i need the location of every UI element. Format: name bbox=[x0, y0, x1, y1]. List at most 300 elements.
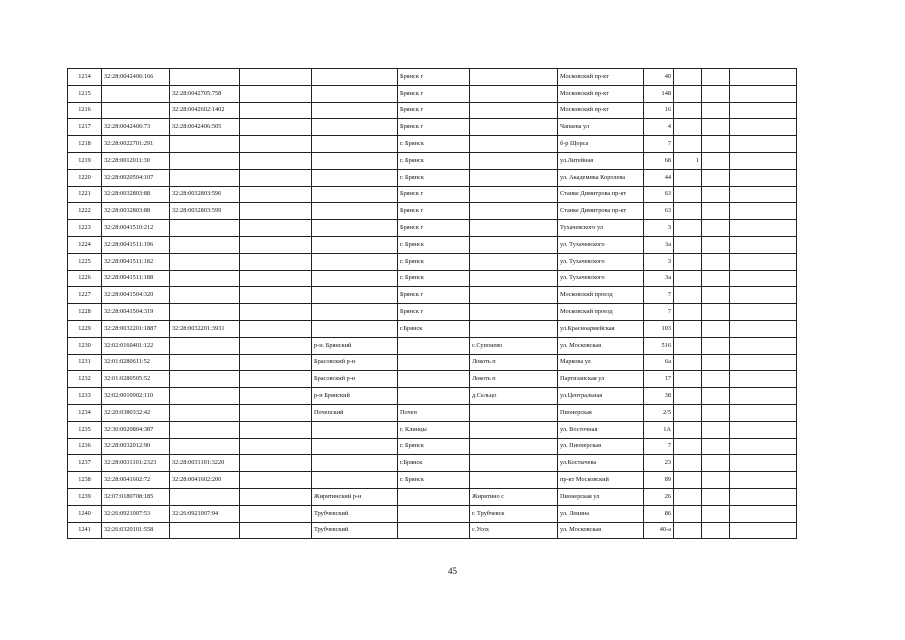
cadastral-number-cell: 32:28:0020504:107 bbox=[102, 169, 170, 186]
settlement-cell bbox=[470, 69, 558, 86]
city-cell bbox=[398, 388, 470, 405]
building-cell bbox=[674, 438, 702, 455]
address-register-table bbox=[67, 68, 797, 539]
building-cell bbox=[674, 236, 702, 253]
cadastral-number-cell: 32:28:0041504:320 bbox=[102, 287, 170, 304]
premises-cadastral-number-cell bbox=[170, 404, 240, 421]
row-number: 1241 bbox=[68, 522, 102, 539]
blank-cell bbox=[702, 522, 730, 539]
blank-cell bbox=[702, 337, 730, 354]
premises-cadastral-number-cell bbox=[170, 438, 240, 455]
district-cell bbox=[312, 69, 398, 86]
cadastral-number-cell: 32:28:0032803:88 bbox=[102, 186, 170, 203]
table-row bbox=[68, 270, 797, 287]
city-cell: Брянск г bbox=[398, 119, 470, 136]
table-row bbox=[68, 404, 797, 421]
street-cell: ул. Московская bbox=[558, 522, 644, 539]
settlement-cell bbox=[470, 220, 558, 237]
premises-cadastral-number-cell bbox=[170, 270, 240, 287]
house-number-cell: 40 bbox=[644, 69, 674, 86]
street-cell: Московский проезд bbox=[558, 287, 644, 304]
table-row bbox=[68, 119, 797, 136]
premises-cadastral-number-cell bbox=[170, 152, 240, 169]
cadastral-number-cell: 32:02:0160401:122 bbox=[102, 337, 170, 354]
district-cell bbox=[312, 236, 398, 253]
blank-cell bbox=[240, 169, 312, 186]
premises-cadastral-number-cell bbox=[170, 388, 240, 405]
premises-cadastral-number-cell bbox=[170, 287, 240, 304]
row-number: 1239 bbox=[68, 488, 102, 505]
building-cell bbox=[674, 85, 702, 102]
city-cell: Брянск г bbox=[398, 69, 470, 86]
house-number-cell: 23 bbox=[644, 455, 674, 472]
building-cell bbox=[674, 102, 702, 119]
blank-cell bbox=[240, 505, 312, 522]
district-cell bbox=[312, 186, 398, 203]
premises-cadastral-number-cell: 32:28:0041602:200 bbox=[170, 472, 240, 489]
blank-cell bbox=[240, 220, 312, 237]
blank-cell bbox=[702, 270, 730, 287]
blank-cell bbox=[730, 236, 797, 253]
street-cell: Партизанская ул bbox=[558, 371, 644, 388]
blank-cell bbox=[702, 253, 730, 270]
street-cell: б-р Щорса bbox=[558, 136, 644, 153]
row-number: 1234 bbox=[68, 404, 102, 421]
settlement-cell bbox=[470, 85, 558, 102]
house-number-cell: 103 bbox=[644, 320, 674, 337]
cadastral-number-cell: 32:20:0380332:42 bbox=[102, 404, 170, 421]
building-cell: 1 bbox=[674, 152, 702, 169]
district-cell bbox=[312, 455, 398, 472]
house-number-cell: 7 bbox=[644, 136, 674, 153]
row-number: 1230 bbox=[68, 337, 102, 354]
district-cell bbox=[312, 438, 398, 455]
district-cell: р-н. Брянский bbox=[312, 337, 398, 354]
street-cell: ул.Красноармейская bbox=[558, 320, 644, 337]
house-number-cell: 3 bbox=[644, 253, 674, 270]
blank-cell bbox=[240, 270, 312, 287]
district-cell bbox=[312, 102, 398, 119]
district-cell bbox=[312, 203, 398, 220]
blank-cell bbox=[240, 488, 312, 505]
street-cell: Пионерская bbox=[558, 404, 644, 421]
settlement-cell bbox=[470, 102, 558, 119]
cadastral-number-cell: 32:28:0032012:90 bbox=[102, 438, 170, 455]
premises-cadastral-number-cell: 32:28:0042602:1402 bbox=[170, 102, 240, 119]
blank-cell bbox=[730, 69, 797, 86]
city-cell: г. Брянск bbox=[398, 152, 470, 169]
district-cell bbox=[312, 287, 398, 304]
cadastral-number-cell: 32:28:0041510:212 bbox=[102, 220, 170, 237]
table-row bbox=[68, 371, 797, 388]
blank-cell bbox=[702, 404, 730, 421]
row-number: 1228 bbox=[68, 304, 102, 321]
table-row bbox=[68, 169, 797, 186]
blank-cell bbox=[702, 472, 730, 489]
city-cell: Брянск г bbox=[398, 220, 470, 237]
house-number-cell: 6а bbox=[644, 354, 674, 371]
page-number: 45 bbox=[448, 566, 457, 576]
row-number: 1223 bbox=[68, 220, 102, 237]
cadastral-number-cell: 32:28:0041511:188 bbox=[102, 270, 170, 287]
building-cell bbox=[674, 119, 702, 136]
premises-cadastral-number-cell bbox=[170, 488, 240, 505]
district-cell bbox=[312, 220, 398, 237]
blank-cell bbox=[730, 337, 797, 354]
settlement-cell: Локоть п bbox=[470, 354, 558, 371]
blank-cell bbox=[702, 169, 730, 186]
building-cell bbox=[674, 270, 702, 287]
street-cell: ул. Академика Королева bbox=[558, 169, 644, 186]
premises-cadastral-number-cell: 32:28:0032803:596 bbox=[170, 186, 240, 203]
street-cell: ул. Московская bbox=[558, 337, 644, 354]
blank-cell bbox=[240, 203, 312, 220]
cadastral-number-cell: 32:01:0280611:52 bbox=[102, 354, 170, 371]
house-number-cell: 63 bbox=[644, 186, 674, 203]
blank-cell bbox=[730, 203, 797, 220]
blank-cell bbox=[702, 388, 730, 405]
row-number: 1214 bbox=[68, 69, 102, 86]
blank-cell bbox=[730, 136, 797, 153]
district-cell: р-н Брянский bbox=[312, 388, 398, 405]
row-number: 1219 bbox=[68, 152, 102, 169]
table-row bbox=[68, 152, 797, 169]
blank-cell bbox=[730, 304, 797, 321]
blank-cell bbox=[702, 304, 730, 321]
premises-cadastral-number-cell: 32:28:0042705:758 bbox=[170, 85, 240, 102]
district-cell bbox=[312, 136, 398, 153]
building-cell bbox=[674, 488, 702, 505]
cadastral-number-cell: 32:07:0180708:185 bbox=[102, 488, 170, 505]
row-number: 1237 bbox=[68, 455, 102, 472]
blank-cell bbox=[730, 102, 797, 119]
house-number-cell: 3а bbox=[644, 236, 674, 253]
blank-cell bbox=[730, 169, 797, 186]
building-cell bbox=[674, 354, 702, 371]
house-number-cell: 2/5 bbox=[644, 404, 674, 421]
city-cell: г. Брянск bbox=[398, 236, 470, 253]
building-cell bbox=[674, 169, 702, 186]
blank-cell bbox=[702, 488, 730, 505]
row-number: 1229 bbox=[68, 320, 102, 337]
building-cell bbox=[674, 505, 702, 522]
cadastral-number-cell: 32:28:0031101:2323 bbox=[102, 455, 170, 472]
street-cell: Тухачевского ул bbox=[558, 220, 644, 237]
blank-cell bbox=[240, 455, 312, 472]
street-cell: Московский пр-кт bbox=[558, 69, 644, 86]
blank-cell bbox=[730, 388, 797, 405]
city-cell: г. Брянск bbox=[398, 472, 470, 489]
blank-cell bbox=[730, 438, 797, 455]
house-number-cell: 3 bbox=[644, 220, 674, 237]
table-row bbox=[68, 236, 797, 253]
blank-cell bbox=[240, 152, 312, 169]
blank-cell bbox=[730, 488, 797, 505]
district-cell: Брасовский р-н bbox=[312, 371, 398, 388]
blank-cell bbox=[730, 220, 797, 237]
street-cell: Станке Димитрова пр-кт bbox=[558, 203, 644, 220]
city-cell: г.Брянск bbox=[398, 455, 470, 472]
building-cell bbox=[674, 220, 702, 237]
blank-cell bbox=[702, 320, 730, 337]
settlement-cell: Жирятино с bbox=[470, 488, 558, 505]
blank-cell bbox=[730, 253, 797, 270]
blank-cell bbox=[240, 522, 312, 539]
table-row bbox=[68, 421, 797, 438]
city-cell: Брянск г bbox=[398, 287, 470, 304]
row-number: 1220 bbox=[68, 169, 102, 186]
row-number: 1236 bbox=[68, 438, 102, 455]
cadastral-number-cell: 32:02:0010902:110 bbox=[102, 388, 170, 405]
premises-cadastral-number-cell bbox=[170, 354, 240, 371]
house-number-cell: 68 bbox=[644, 152, 674, 169]
building-cell bbox=[674, 186, 702, 203]
district-cell: Брасовский р-н bbox=[312, 354, 398, 371]
city-cell: Почеп bbox=[398, 404, 470, 421]
premises-cadastral-number-cell bbox=[170, 236, 240, 253]
blank-cell bbox=[730, 455, 797, 472]
city-cell: Брянск г bbox=[398, 102, 470, 119]
blank-cell bbox=[702, 186, 730, 203]
blank-cell bbox=[240, 438, 312, 455]
street-cell: ул. Пионерская bbox=[558, 438, 644, 455]
building-cell bbox=[674, 522, 702, 539]
cadastral-number-cell bbox=[102, 102, 170, 119]
city-cell: г. Брянск bbox=[398, 253, 470, 270]
building-cell bbox=[674, 404, 702, 421]
district-cell: Жирятинский р-н bbox=[312, 488, 398, 505]
street-cell: ул. Ленина bbox=[558, 505, 644, 522]
row-number: 1226 bbox=[68, 270, 102, 287]
cadastral-number-cell: 32:28:0042406:166 bbox=[102, 69, 170, 86]
premises-cadastral-number-cell: 32:28:0042406:505 bbox=[170, 119, 240, 136]
table-row bbox=[68, 186, 797, 203]
table-row bbox=[68, 337, 797, 354]
table-row bbox=[68, 505, 797, 522]
settlement-cell bbox=[470, 404, 558, 421]
premises-cadastral-number-cell bbox=[170, 69, 240, 86]
house-number-cell: 148 bbox=[644, 85, 674, 102]
premises-cadastral-number-cell bbox=[170, 169, 240, 186]
blank-cell bbox=[730, 421, 797, 438]
street-cell: Станке Димитрова пр-кт bbox=[558, 186, 644, 203]
building-cell bbox=[674, 337, 702, 354]
settlement-cell bbox=[470, 455, 558, 472]
house-number-cell: 7 bbox=[644, 438, 674, 455]
table-body bbox=[68, 69, 797, 539]
district-cell bbox=[312, 421, 398, 438]
city-cell: Брянск г bbox=[398, 203, 470, 220]
city-cell: г. Брянск bbox=[398, 438, 470, 455]
blank-cell bbox=[240, 253, 312, 270]
cadastral-number-cell: 32:28:0032803:88 bbox=[102, 203, 170, 220]
city-cell: г. Брянск bbox=[398, 169, 470, 186]
house-number-cell: 38 bbox=[644, 388, 674, 405]
blank-cell bbox=[730, 287, 797, 304]
row-number: 1217 bbox=[68, 119, 102, 136]
premises-cadastral-number-cell bbox=[170, 304, 240, 321]
settlement-cell bbox=[470, 119, 558, 136]
district-cell bbox=[312, 85, 398, 102]
premises-cadastral-number-cell bbox=[170, 421, 240, 438]
row-number: 1227 bbox=[68, 287, 102, 304]
building-cell bbox=[674, 421, 702, 438]
house-number-cell: 3а bbox=[644, 270, 674, 287]
district-cell bbox=[312, 472, 398, 489]
house-number-cell: 26 bbox=[644, 488, 674, 505]
row-number: 1221 bbox=[68, 186, 102, 203]
table-row bbox=[68, 102, 797, 119]
blank-cell bbox=[730, 85, 797, 102]
blank-cell bbox=[702, 85, 730, 102]
building-cell bbox=[674, 304, 702, 321]
premises-cadastral-number-cell: 32:28:0032803:599 bbox=[170, 203, 240, 220]
street-cell: Московский пр-кт bbox=[558, 102, 644, 119]
table-row bbox=[68, 388, 797, 405]
city-cell: г.Брянск bbox=[398, 320, 470, 337]
cadastral-number-cell: 32:28:0032201:1887 bbox=[102, 320, 170, 337]
premises-cadastral-number-cell bbox=[170, 136, 240, 153]
settlement-cell bbox=[470, 421, 558, 438]
blank-cell bbox=[240, 119, 312, 136]
city-cell bbox=[398, 505, 470, 522]
city-cell bbox=[398, 371, 470, 388]
table-row bbox=[68, 85, 797, 102]
blank-cell bbox=[702, 220, 730, 237]
blank-cell bbox=[702, 203, 730, 220]
settlement-cell bbox=[470, 253, 558, 270]
settlement-cell: г. Трубчевск bbox=[470, 505, 558, 522]
cadastral-number-cell: 32:26:0921007:53 bbox=[102, 505, 170, 522]
row-number: 1232 bbox=[68, 371, 102, 388]
city-cell bbox=[398, 488, 470, 505]
house-number-cell: 40-а bbox=[644, 522, 674, 539]
table-row bbox=[68, 354, 797, 371]
settlement-cell bbox=[470, 203, 558, 220]
building-cell bbox=[674, 472, 702, 489]
blank-cell bbox=[240, 388, 312, 405]
blank-cell bbox=[240, 136, 312, 153]
settlement-cell: с.Усох bbox=[470, 522, 558, 539]
settlement-cell bbox=[470, 136, 558, 153]
blank-cell bbox=[730, 152, 797, 169]
blank-cell bbox=[702, 421, 730, 438]
premises-cadastral-number-cell: 32:28:0032201:3931 bbox=[170, 320, 240, 337]
row-number: 1235 bbox=[68, 421, 102, 438]
building-cell bbox=[674, 136, 702, 153]
blank-cell bbox=[702, 136, 730, 153]
street-cell: ул.Литейная bbox=[558, 152, 644, 169]
blank-cell bbox=[240, 354, 312, 371]
cadastral-number-cell bbox=[102, 85, 170, 102]
blank-cell bbox=[240, 85, 312, 102]
district-cell: Трубчевский bbox=[312, 505, 398, 522]
settlement-cell bbox=[470, 287, 558, 304]
house-number-cell: 63 bbox=[644, 203, 674, 220]
city-cell: Брянск г bbox=[398, 85, 470, 102]
cadastral-number-cell: 32:28:0042406:73 bbox=[102, 119, 170, 136]
blank-cell bbox=[240, 186, 312, 203]
blank-cell bbox=[730, 186, 797, 203]
cadastral-number-cell: 32:28:0041511:182 bbox=[102, 253, 170, 270]
blank-cell bbox=[730, 505, 797, 522]
street-cell: пр-кт Московский bbox=[558, 472, 644, 489]
blank-cell bbox=[730, 354, 797, 371]
district-cell bbox=[312, 270, 398, 287]
house-number-cell: 16 bbox=[644, 102, 674, 119]
cadastral-number-cell: 32:01:0280505:52 bbox=[102, 371, 170, 388]
table-row bbox=[68, 438, 797, 455]
premises-cadastral-number-cell bbox=[170, 522, 240, 539]
blank-cell bbox=[240, 69, 312, 86]
blank-cell bbox=[702, 69, 730, 86]
house-number-cell: 86 bbox=[644, 505, 674, 522]
city-cell bbox=[398, 337, 470, 354]
blank-cell bbox=[730, 371, 797, 388]
row-number: 1215 bbox=[68, 85, 102, 102]
house-number-cell: 1А bbox=[644, 421, 674, 438]
table-row bbox=[68, 69, 797, 86]
street-cell: ул. Тухачевского bbox=[558, 253, 644, 270]
table-row bbox=[68, 472, 797, 489]
cadastral-number-cell: 32:28:0041504:319 bbox=[102, 304, 170, 321]
blank-cell bbox=[730, 270, 797, 287]
city-cell: Брянск г bbox=[398, 304, 470, 321]
blank-cell bbox=[702, 119, 730, 136]
row-number: 1240 bbox=[68, 505, 102, 522]
district-cell bbox=[312, 169, 398, 186]
settlement-cell bbox=[470, 236, 558, 253]
settlement-cell bbox=[470, 304, 558, 321]
blank-cell bbox=[240, 304, 312, 321]
building-cell bbox=[674, 388, 702, 405]
scan-specks: · · · · · bbox=[62, 18, 238, 23]
table-row bbox=[68, 136, 797, 153]
street-cell: ул.Костычева bbox=[558, 455, 644, 472]
row-number: 1233 bbox=[68, 388, 102, 405]
city-cell: Брянск г bbox=[398, 186, 470, 203]
premises-cadastral-number-cell: 32:28:0031101:3220 bbox=[170, 455, 240, 472]
blank-cell bbox=[702, 152, 730, 169]
settlement-cell bbox=[470, 320, 558, 337]
settlement-cell: с.Супонево bbox=[470, 337, 558, 354]
street-cell: ул.Центральная bbox=[558, 388, 644, 405]
table-row bbox=[68, 320, 797, 337]
premises-cadastral-number-cell bbox=[170, 253, 240, 270]
street-cell: Чапаева ул bbox=[558, 119, 644, 136]
city-cell: г. Брянск bbox=[398, 136, 470, 153]
table-row bbox=[68, 203, 797, 220]
blank-cell bbox=[240, 472, 312, 489]
blank-cell bbox=[730, 472, 797, 489]
row-number: 1231 bbox=[68, 354, 102, 371]
blank-cell bbox=[240, 236, 312, 253]
settlement-cell bbox=[470, 169, 558, 186]
building-cell bbox=[674, 253, 702, 270]
premises-cadastral-number-cell bbox=[170, 371, 240, 388]
settlement-cell bbox=[470, 186, 558, 203]
row-number: 1225 bbox=[68, 253, 102, 270]
house-number-cell: 7 bbox=[644, 304, 674, 321]
street-cell: Московский проезд bbox=[558, 304, 644, 321]
table-row bbox=[68, 304, 797, 321]
house-number-cell: 44 bbox=[644, 169, 674, 186]
cadastral-number-cell: 32:28:0012011:30 bbox=[102, 152, 170, 169]
blank-cell bbox=[730, 320, 797, 337]
blank-cell bbox=[702, 354, 730, 371]
district-cell bbox=[312, 320, 398, 337]
cadastral-number-cell: 32:26:0320101:558 bbox=[102, 522, 170, 539]
